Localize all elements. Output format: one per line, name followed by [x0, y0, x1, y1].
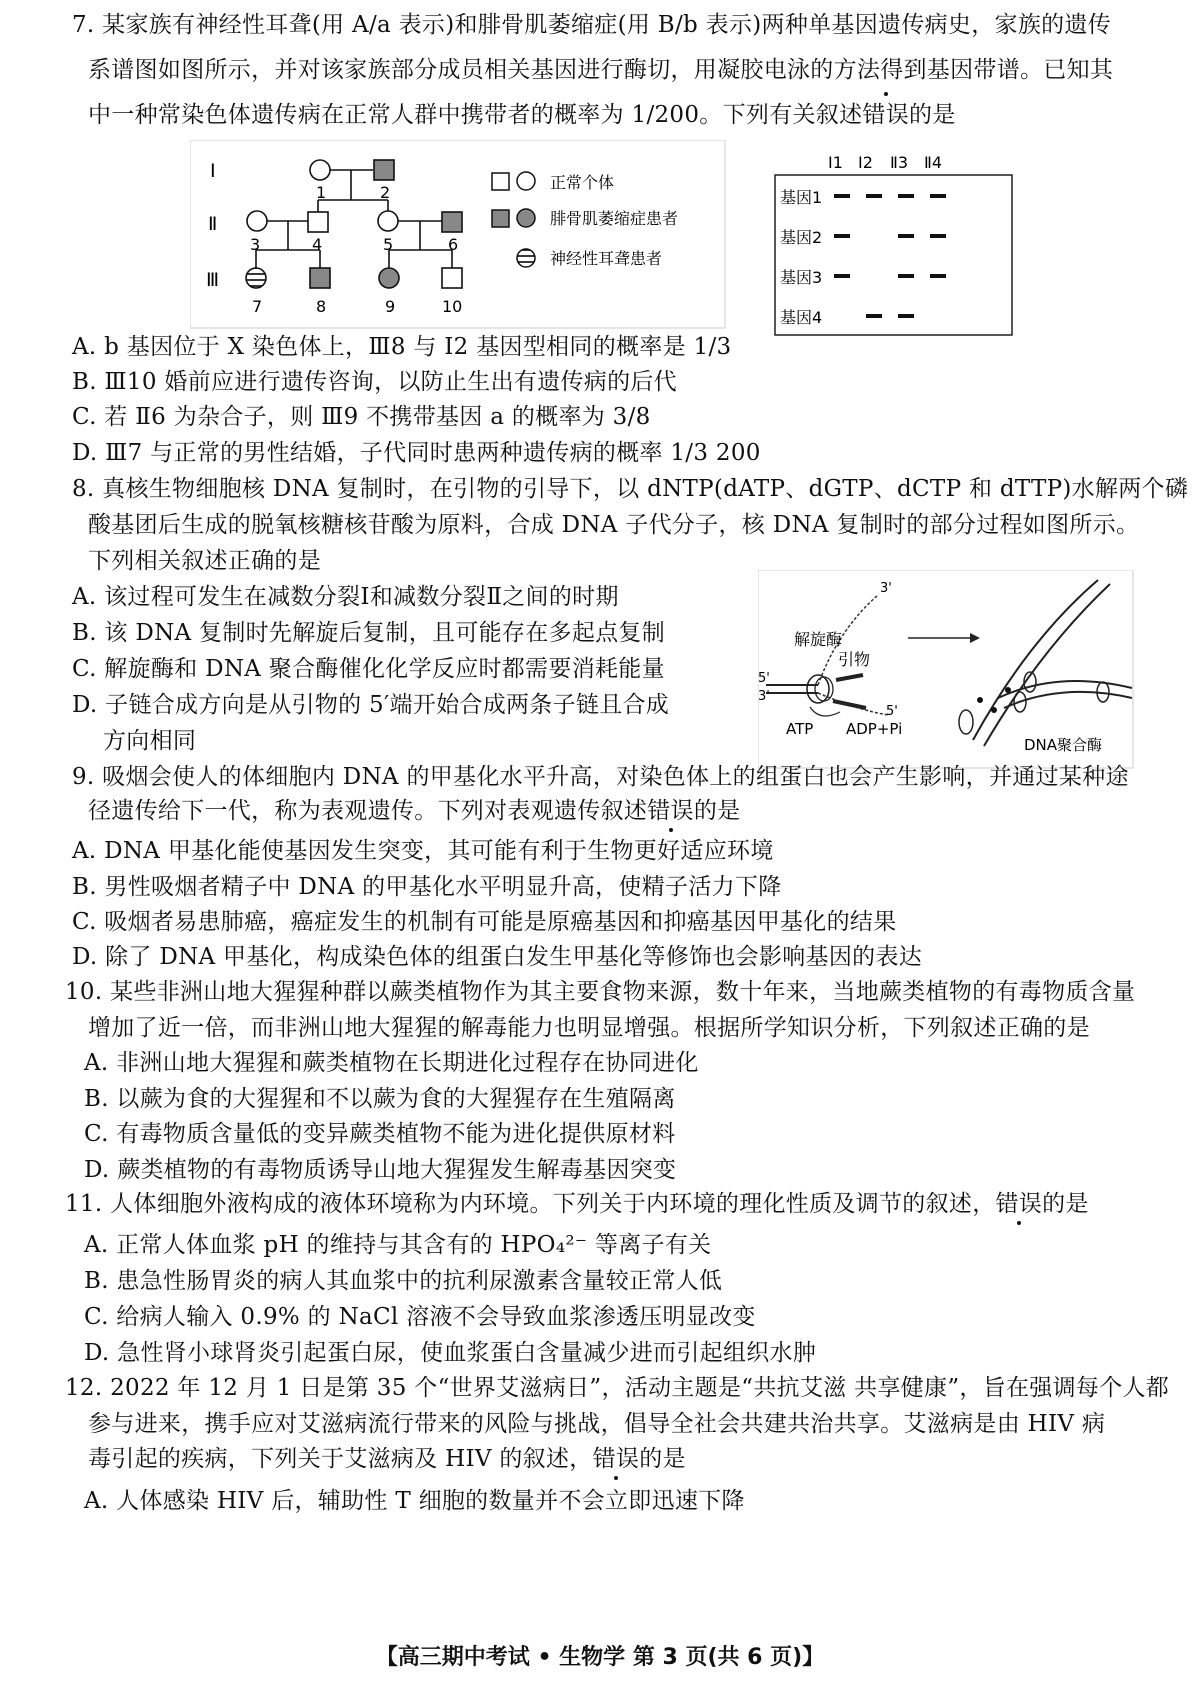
q9-option-b[interactable]: B. 男性吸烟者精子中 DNA 的甲基化水平明显升高，使精子活力下降 — [72, 874, 782, 900]
q11-option-c[interactable]: C. 给病人输入 0.9% 的 NaCl 溶液不会导致血浆渗透压明显改变 — [84, 1304, 756, 1330]
q11-emphasis: 错误 — [995, 1191, 1043, 1217]
primer-label: 引物 — [838, 650, 871, 669]
q10-stem-line-2: 增加了近一倍，而非洲山地大猩猩的解毒能力也明显增强。根据所学知识分析，下列叙述正确的是 — [88, 1015, 1090, 1041]
svg-text:6: 6 — [448, 235, 459, 254]
gel-band-1-1 — [834, 194, 850, 198]
svg-text:3': 3' — [758, 689, 770, 704]
pedigree-diagram — [190, 140, 730, 330]
gene-label-1: 基因1 — [780, 188, 823, 207]
gene-label-2: 基因2 — [780, 228, 823, 247]
adp-label: ADP+Pi — [846, 720, 903, 738]
atp-label: ATP — [786, 720, 814, 738]
individual-II3 — [247, 211, 267, 231]
q7-stem-line-3: 中一种常染色体遗传病在正常人群中携带者的概率为 1/200。下列有关叙述错误的是 — [88, 102, 956, 128]
svg-text:5: 5 — [383, 235, 394, 254]
q11-option-b[interactable]: B. 患急性肠胃炎的病人其血浆中的抗利尿激素含量较正常人低 — [84, 1268, 723, 1294]
q8-option-d[interactable]: D. 子链合成方向是从引物的 5′端开始合成两条子链且合成 — [72, 692, 670, 718]
gel-band-1-4 — [930, 194, 946, 198]
gel-band-4-2 — [866, 314, 882, 318]
q9-stem-line-1: 9. 吸烟会使人的体细胞内 DNA 的甲基化水平升高，对染色体上的组蛋白也会产生影响，并通过某种途 — [72, 764, 1129, 790]
q7-option-c[interactable]: C. 若 Ⅱ6 为杂合子，则 Ⅲ9 不携带基因 a 的概率为 3/8 — [72, 404, 651, 430]
q7-stem-line-2: 系谱图如图所示，并对该家族部分成员相关基因进行酶切，用凝胶电泳的方法得到基因带谱。已知其 — [88, 57, 1114, 83]
legend-cmt: 腓骨肌萎缩症患者 — [550, 209, 679, 228]
svg-text:8: 8 — [316, 297, 327, 316]
svg-text:5': 5' — [758, 671, 770, 686]
svg-text:3': 3' — [880, 581, 892, 596]
helicase-label: 解旋酶 — [794, 630, 843, 649]
q8-stem-line-1: 8. 真核生物细胞核 DNA 复制时，在引物的引导下，以 dNTP(dATP、dGTP、dCTP 和 dTTP)水解两个磷 — [72, 476, 1189, 502]
q11-option-d[interactable]: D. 急性肾小球肾炎引起蛋白尿，使血浆蛋白含量减少进而引起组织水肿 — [84, 1340, 817, 1366]
individual-II5 — [378, 211, 398, 231]
svg-text:9: 9 — [385, 297, 396, 316]
gel-band-3-3 — [898, 274, 914, 278]
svg-text:4: 4 — [312, 235, 323, 254]
lane-label-1: Ⅰ1 — [828, 153, 843, 172]
q7-option-b[interactable]: B. Ⅲ10 婚前应进行遗传咨询，以防止生出有遗传病的后代 — [72, 369, 677, 395]
q7-option-d[interactable]: D. Ⅲ7 与正常的男性结婚，子代同时患两种遗传病的概率 1/3 200 — [72, 440, 761, 466]
q8-option-d-cont: 方向相同 — [103, 728, 197, 754]
lane-label-2: Ⅰ2 — [858, 153, 873, 172]
q12-stem-line-2: 参与进来，携手应对艾滋病流行带来的风险与挑战，倡导全社会共建共治共享。艾滋病是由 HIV 病 — [88, 1411, 1106, 1437]
q12-emphasis: 错误 — [592, 1446, 640, 1472]
q11-stem: 11. 人体细胞外液构成的液体环境称为内环境。下列关于内环境的理化性质及调节的叙述，错误的是 — [65, 1191, 1089, 1217]
svg-text:7: 7 — [252, 297, 263, 316]
q10-option-a[interactable]: A. 非洲山地大猩猩和蕨类植物在长期进化过程存在协同进化 — [84, 1050, 699, 1076]
q9-emphasis: 错误 — [647, 798, 694, 824]
gel-band-4-3 — [898, 314, 914, 318]
page-footer: 【高三期中考试 • 生物学 第 3 页(共 6 页)】 — [375, 1645, 825, 1670]
q10-option-c[interactable]: C. 有毒物质含量低的变异蕨类植物不能为进化提供原材料 — [84, 1121, 676, 1147]
legend-normal: 正常个体 — [550, 173, 615, 192]
gen-label-1: Ⅰ — [210, 160, 216, 182]
lane-label-3: Ⅱ3 — [890, 153, 909, 172]
polymerase-label: DNA聚合酶 — [1024, 736, 1103, 754]
gene-label-3: 基因3 — [780, 268, 823, 287]
q8-stem-line-3: 下列相关叙述正确的是 — [88, 548, 321, 574]
q12-option-a[interactable]: A. 人体感染 HIV 后，辅助性 T 细胞的数量并不会立即迅速下降 — [84, 1488, 745, 1514]
q7-option-a[interactable]: A. b 基因位于 X 染色体上，Ⅲ8 与 Ⅰ2 基因型相同的概率是 1/3 — [72, 334, 732, 360]
legend-deaf: 神经性耳聋患者 — [550, 249, 663, 268]
gel-electrophoresis — [770, 140, 1020, 340]
individual-III10 — [442, 268, 462, 288]
individual-III7 — [246, 268, 266, 288]
q7-emphasis: 错误 — [862, 102, 910, 128]
q8-option-b[interactable]: B. 该 DNA 复制时先解旋后复制，且可能存在多起点复制 — [72, 620, 666, 646]
individual-II4 — [308, 212, 328, 232]
q9-option-a[interactable]: A. DNA 甲基化能使基因发生突变，其可能有利于生物更好适应环境 — [72, 838, 774, 864]
q8-option-a[interactable]: A. 该过程可发生在减数分裂Ⅰ和减数分裂Ⅱ之间的时期 — [72, 584, 619, 610]
gen-label-3: Ⅲ — [206, 269, 220, 291]
q9-stem-line-2: 径遗传给下一代，称为表观遗传。下列对表观遗传叙述错误的是 — [88, 798, 741, 824]
svg-text:3: 3 — [250, 235, 261, 254]
q8-stem-line-2: 酸基团后生成的脱氧核糖核苷酸为原料，合成 DNA 子代分子，核 DNA 复制时的部分过程如图所示。 — [88, 512, 1140, 538]
individual-III8 — [310, 268, 330, 288]
q10-option-b[interactable]: B. 以蕨为食的大猩猩和不以蕨为食的大猩猩存在生殖隔离 — [84, 1086, 676, 1112]
gel-bands — [834, 194, 946, 318]
q10-stem-line-1: 10. 某些非洲山地大猩猩种群以蕨类植物作为其主要食物来源，数十年来，当地蕨类植物的有毒物质含量 — [65, 979, 1136, 1005]
gel-band-2-1 — [834, 234, 850, 238]
individual-I1 — [310, 160, 330, 180]
gene-label-4: 基因4 — [780, 308, 823, 327]
dna-replication-diagram — [758, 570, 1138, 770]
individual-I2 — [374, 160, 394, 180]
q7-stem-line-1: 7. 某家族有神经性耳聋(用 A/a 表示)和腓骨肌萎缩症(用 B/b 表示)两种单基因遗传病史，家族的遗传 — [72, 12, 1112, 38]
svg-text:10: 10 — [442, 297, 463, 316]
gel-band-2-4 — [930, 234, 946, 238]
q10-option-d[interactable]: D. 蕨类植物的有毒物质诱导山地大猩猩发生解毒基因突变 — [84, 1157, 677, 1183]
individual-II6 — [442, 212, 462, 232]
svg-text:5': 5' — [886, 704, 898, 719]
gel-band-1-3 — [898, 194, 914, 198]
q11-option-a[interactable]: A. 正常人体血浆 pH 的维持与其含有的 HPO₄²⁻ 等离子有关 — [84, 1232, 712, 1258]
q12-stem-line-1: 12. 2022 年 12 月 1 日是第 35 个“世界艾滋病日”，活动主题是“共抗艾滋 共享健康”，旨在强调每个人都 — [65, 1375, 1170, 1401]
q9-option-d[interactable]: D. 除了 DNA 甲基化，构成染色体的组蛋白发生甲基化等修饰也会影响基因的表达 — [72, 944, 923, 970]
svg-text:2: 2 — [380, 183, 391, 202]
individual-III9 — [379, 268, 399, 288]
q9-option-c[interactable]: C. 吸烟者易患肺癌，癌症发生的机制有可能是原癌基因和抑癌基因甲基化的结果 — [72, 909, 897, 935]
gel-band-3-4 — [930, 274, 946, 278]
q8-option-c[interactable]: C. 解旋酶和 DNA 聚合酶催化化学反应时都需要消耗能量 — [72, 656, 665, 682]
gel-band-2-3 — [898, 234, 914, 238]
q12-stem-line-3: 毒引起的疾病，下列关于艾滋病及 HIV 的叙述，错误的是 — [88, 1446, 686, 1472]
gel-band-3-1 — [834, 274, 850, 278]
gen-label-2: Ⅱ — [208, 213, 218, 235]
svg-text:1: 1 — [316, 183, 327, 202]
gel-band-1-2 — [866, 194, 882, 198]
lane-label-4: Ⅱ4 — [924, 153, 943, 172]
